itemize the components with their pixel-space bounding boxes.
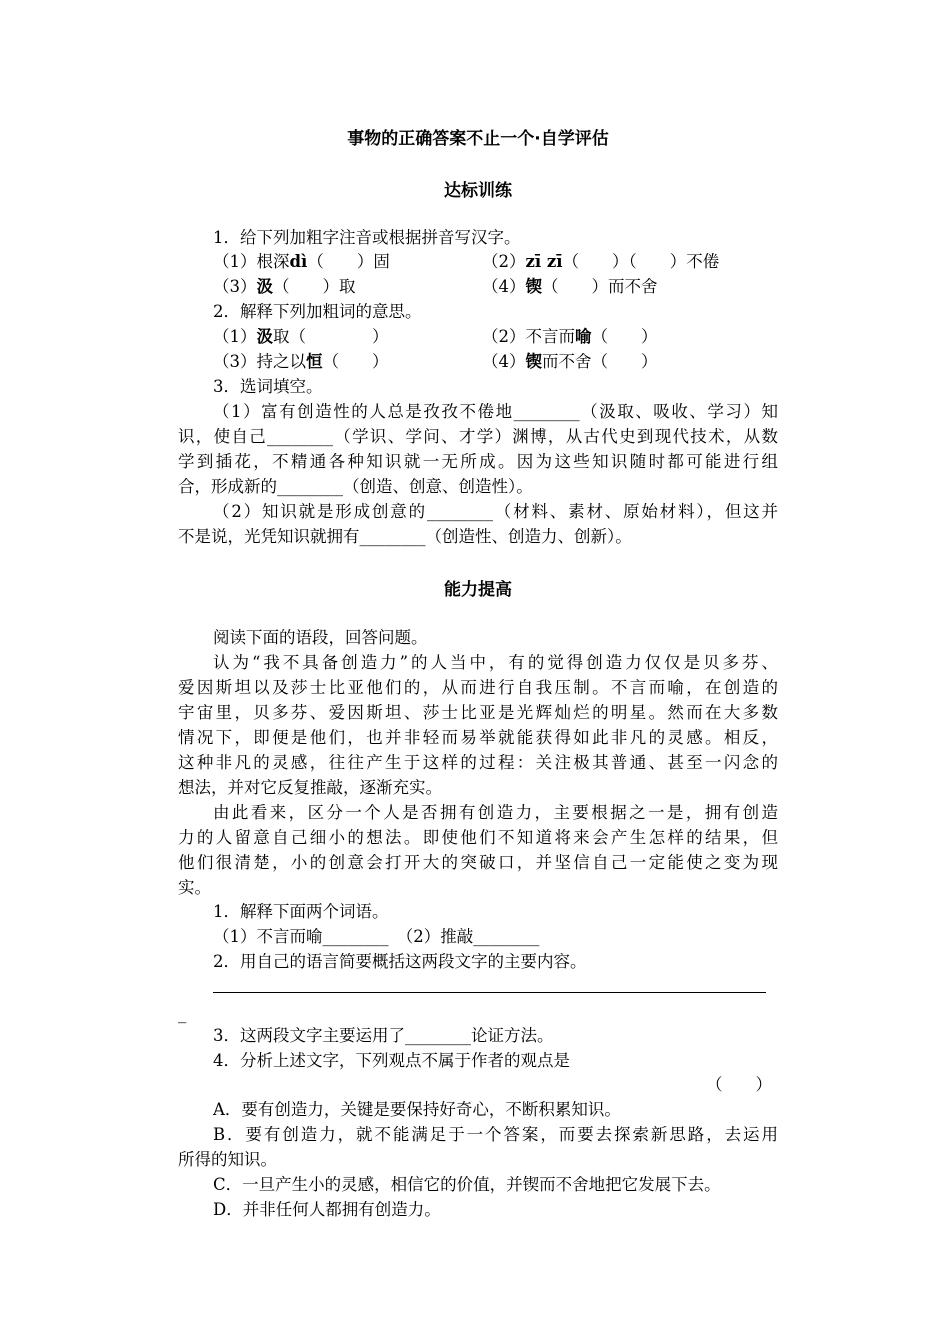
section-heading-1: 达标训练 <box>444 181 512 201</box>
rq4-stem: 4．分析上述文字，下列观点不属于作者的观点是 <box>213 1051 570 1070</box>
document-title: 事物的正确答案不止一个·自学评估 <box>347 129 609 149</box>
q3-p1-line3: 学到插花，不精通各种知识就一无所成。因为这些知识随时都可能进行组 <box>178 452 778 471</box>
option-b-line2: 所得的知识。 <box>178 1150 277 1169</box>
reading-p1-line6: 想法，并对它反复推敲，逐渐充实。 <box>178 778 442 797</box>
q2-row1-b: （2）不言而喻（ ） <box>482 327 658 346</box>
option-a: A．要有创造力，关键是要保持好奇心，不断积累知识。 <box>213 1100 621 1119</box>
q3-p1-line4: 合，形成新的________（创造、创意、创造性）。 <box>178 477 533 496</box>
rq1-stem: 1．解释下面两个词语。 <box>213 902 389 921</box>
reading-p1-line1: 认为“我不具备创造力”的人当中，有的觉得创造力仅仅是贝多芬、 <box>213 653 778 672</box>
q3-stem: 3．选词填空。 <box>213 377 323 396</box>
option-d: D．并非任何人都拥有创造力。 <box>213 1200 441 1219</box>
q3-p2-line2: 不是说，光凭知识就拥有________（创造性、创造力、创新）。 <box>178 527 632 546</box>
option-b-line1: B．要有创造力，就不能满足于一个答案，而要去探索新思路，去运用 <box>213 1125 778 1144</box>
q2-row1-a: （1）汲取（ ） <box>213 327 389 346</box>
q1-row2-a: （3）汲（ ）取 <box>213 277 356 296</box>
q1-row1-b: （2）zī zī（ ）（ ）不倦 <box>482 252 720 271</box>
answer-line-tail: _ <box>178 1004 187 1023</box>
q2-row2-a: （3）持之以恒（ ） <box>213 352 389 371</box>
q3-p1-line2: 识，使自己________（学识、学问、才学）渊博，从古代史到现代技术，从数 <box>178 427 778 446</box>
q2-row2-b: （4）锲而不舍（ ） <box>482 352 658 371</box>
reading-p2-line3: 他们很清楚，小的创意会打开大的突破口，并坚信自己一定能使之变为现 <box>178 853 778 872</box>
reading-p2-line2: 力的人留意自己细小的想法。即使他们不知道将来会产生怎样的结果，但 <box>178 828 778 847</box>
q1-row1-a: （1）根深dì（ ）固 <box>213 252 390 271</box>
rq1-items: （1）不言而喻________ （2）推敲________ <box>213 927 540 946</box>
reading-p1-line5: 这种非凡的灵感，往往产生于这样的过程：关注极其普通、甚至一闪念的 <box>178 753 778 772</box>
q2-stem: 2．解释下列加粗词的意思。 <box>213 302 422 321</box>
section-heading-2: 能力提高 <box>444 580 512 600</box>
q1-stem: 1．给下列加粗字注音或根据拼音写汉字。 <box>213 228 521 247</box>
reading-intro: 阅读下面的语段，回答问题。 <box>213 628 428 647</box>
rq4-answer-paren: （ ） <box>706 1075 772 1094</box>
q1-row2-b: （4）锲（ ）而不舍 <box>482 277 658 296</box>
q3-p1-line1: （1）富有创造性的人总是孜孜不倦地________（汲取、吸收、学习）知 <box>213 402 778 421</box>
reading-p1-line3: 宇宙里，贝多芬、爱因斯坦、莎士比亚是光辉灿烂的明星。然而在大多数 <box>178 703 778 722</box>
q3-p2-line1: （2）知识就是形成创意的________（材料、素材、原始材料），但这并 <box>213 502 778 521</box>
rq2-stem: 2．用自己的语言简要概括这两段文字的主要内容。 <box>213 952 587 971</box>
option-c: C．一旦产生小的灵感，相信它的价值，并锲而不舍地把它发展下去。 <box>213 1175 721 1194</box>
answer-line <box>213 992 766 993</box>
reading-p1-line4: 情况下，即便是他们，也并非轻而易举就能获得如此非凡的灵感。相反， <box>178 728 778 747</box>
rq3-stem: 3．这两段文字主要运用了________论证方法。 <box>213 1026 554 1045</box>
reading-p2-line4: 实。 <box>178 878 211 897</box>
reading-p2-line1: 由此看来，区分一个人是否拥有创造力，主要根据之一是，拥有创造 <box>213 803 778 822</box>
reading-p1-line2: 爱因斯坦以及莎士比亚他们的，从而进行自我压制。不言而喻，在创造的 <box>178 678 778 697</box>
